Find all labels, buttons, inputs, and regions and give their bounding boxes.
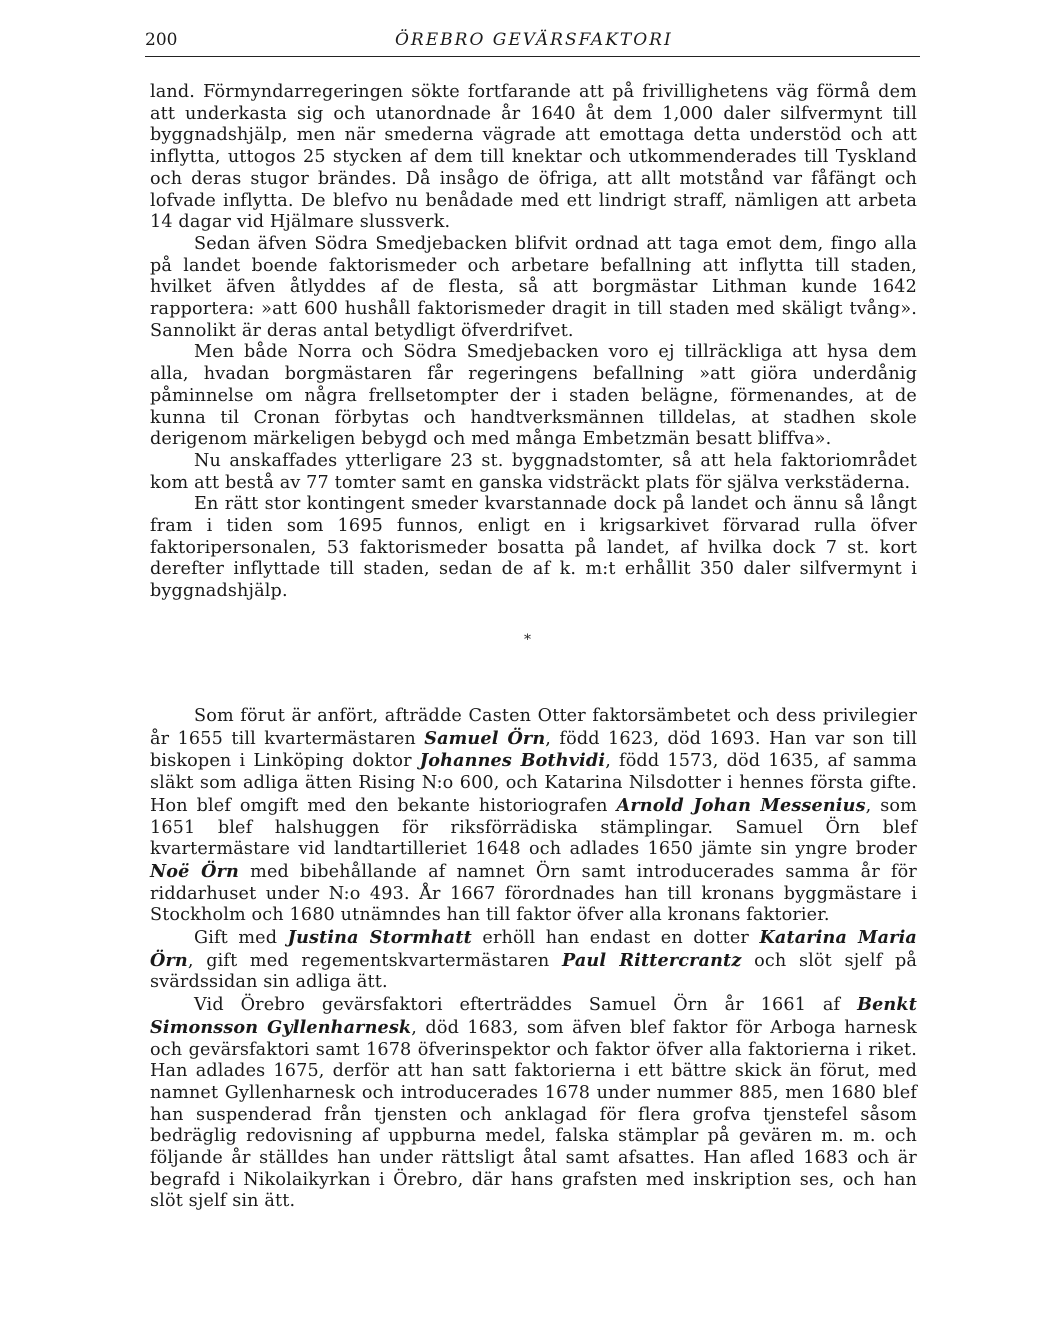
person-name: Samuel Örn [424,727,546,749]
section-separator-asterisk: * [524,632,531,648]
person-name: Arnold Johan Messenius [616,794,866,816]
text-run: och slöt sjelf på svärdssidan sin adliga ätt. [150,950,917,993]
person-name: Noë Örn [150,860,239,882]
paragraph: Sedan äfven Södra Smedjebacken blifvit ordnad att taga emot dem, fingo alla på landet boende faktorismeder och arbetare befallning att inflytta till staden, hvilket äfven åtlyddes af de flesta, så att borgmästar Lithman kunde 1642 rapportera: »att 600 hushåll faktorismeder dragit in till staden med skäligt tvång». Sannolikt är deras antal betydligt öfverdrifvet. [150,233,917,341]
paragraph [150,706,917,927]
text-run: erhöll han endast en dotter [471,928,760,949]
text-section-2 [150,706,917,1213]
text-run: Som förut är anfört, afträdde Casten Otter faktorsämbetet och dess privilegier år 1655 till kvartermästaren [150,706,917,749]
person-name: Johannes Bothvidi [419,750,606,772]
page-header [145,30,920,57]
person-name: Paul Rittercrantz [561,949,742,971]
paragraph: Nu anskaffades ytterligare 23 st. byggnadstomter, så att hela faktoriområdet kom att bestå av 77 tomter samt en ganska vidsträckt plats för själva verkstäderna. [150,450,917,493]
page-number: 200 [145,30,178,50]
text-run: , född 1573, död 1635, af samma släkt som adliga ätten Rising N:o 600, och Katarina Nilsdotter i hennes första gifte. Hon blef omgift med den bekante historiografen [150,751,918,816]
text-run: , som 1651 blef halshuggen för riksförrädiska stämplingar. Samuel Örn blef kvartermästare vid landtartilleriet 1648 och adlades 1650 jämte sin yngre broder [150,795,917,860]
text-run: Gift med [194,928,288,949]
text-run: , död 1683, som äfven blef faktor för Arboga harnesk och gevärsfaktori samt 1678 öfverinspektor och faktor öfver alla faktorierna i riket. Han adlades 1675, derför att han satt faktorierna i ett bättre skick än förut, med namnet Gyllenharnesk och introducerades 1678 under nummer 885, men 1680 blef han suspenderad från tjensten och anklagad för flera grofva tjenstefel såsom bedräglig redovisning af uppburna medel, falska stämplar på gevären m. m. och följande år ställdes han under rättsligt åtal samt afsattes. Han afled 1683 och är begrafd i Nikolaikyrkan i Örebro, där hans grafsten med inskription ses, och han slöt sjelf sin ätt. [150,1017,917,1212]
running-title: ÖREBRO GEVÄRSFAKTORI [395,30,673,50]
text-section-1 [150,82,917,603]
text-run: , gift med regementskvartermästaren [187,950,562,971]
paragraph [150,927,917,994]
paragraph: Men både Norra och Södra Smedjebacken voro ej tillräckliga att hysa dem alla, hvadan borgmästaren får regeringens befallning »att giöra underdånig påminnelse om några frellsetompter der i staden belägne, förmenandes, at de kunna til Cronan förbytas och handtverksmännen tilldelas, at stadhen skole derigenom märkeligen bebygd och med många Embetzmän besatt bliffva». [150,342,917,450]
person-name: Benkt Simonsson Gyllenharnesk [150,994,917,1038]
person-name: Justina Stormhatt [287,927,472,949]
paragraph: land. Förmyndarregeringen sökte fortfarande att på frivillighetens väg förmå dem att underkasta sig och utanordnade år 1640 åt dem 1,000 daler silfvermynt till byggnadshjälp, men när smederna vägrade att emottaga detta understöd och att inflytta, uttogos 25 stycken af dem till knektar och utkommenderades till Tyskland och deras stugor brändes. Då insågo de öfriga, att allt motstånd var fåfängt och lofvade inflytta. De blefvo nu benådade med ett lindrigt straff, nämligen att arbeta 14 dagar vid Hjälmare slussverk. [150,82,917,233]
paragraph [150,994,917,1213]
text-run: med bibehållande af namnet Örn samt introducerades samma år för riddarhuset under N:o 493. År 1667 förordnades han till kronans byggmästare i Stockholm och 1680 utnämndes han till faktor öfver alla kronans faktorier. [150,861,917,926]
text-run: , född 1623, död 1693. Han var son till biskopen i Linköping doktor [150,728,917,772]
text-run: Vid Örebro gevärsfaktori efterträddes Samuel Örn år 1661 af [194,995,858,1016]
person-name: Katarina Maria Örn [150,927,917,971]
paragraph: En rätt stor kontingent smeder kvarstannade dock på landet och ännu så långt fram i tiden som 1695 funnos, enligt en i krigsarkivet förvarad rulla öfver faktoripersonalen, 53 faktorismeder bosatta på landet, af hvilka dock 7 st. kort derefter inflyttade till staden, sedan de af k. m:t erhållit 350 daler silfvermynt i byggnadshjälp. [150,494,917,602]
